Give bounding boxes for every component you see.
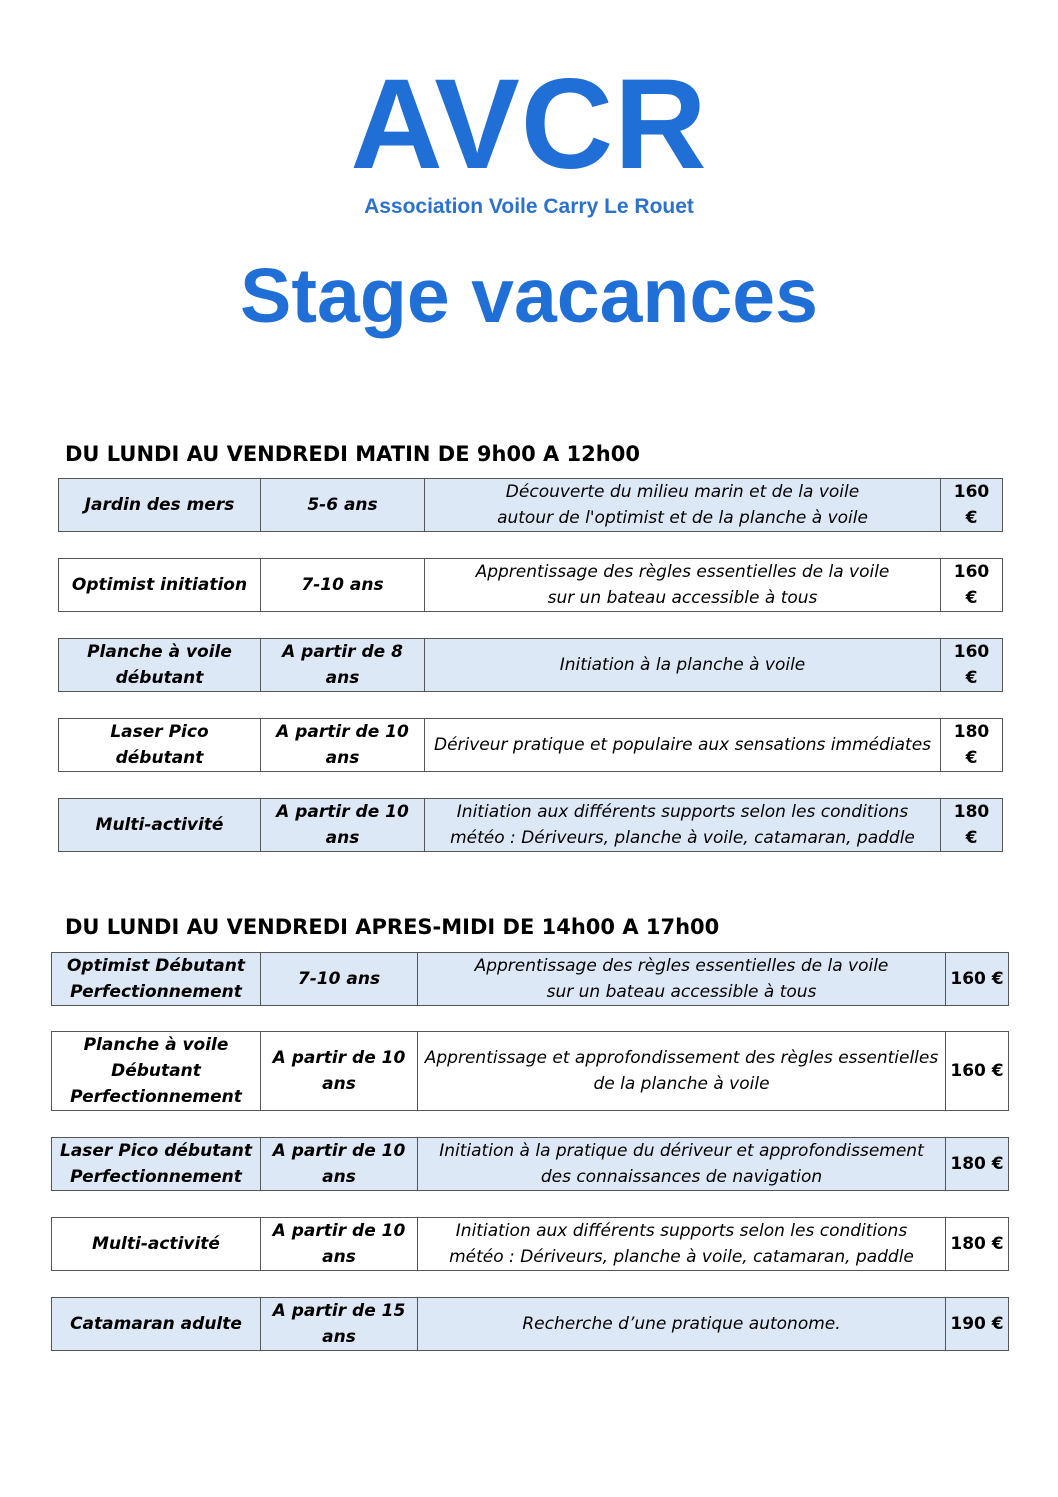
activity-name-cell: Planche à voile Débutant Perfectionnement [52,1032,261,1111]
brand-logo-text: AVCR [350,53,708,196]
age-range-cell: 7-10 ans [261,559,425,612]
stage-row [58,638,1003,692]
price-cell: 160 € [941,559,1003,612]
activity-name-cell: Optimist initiation [59,559,261,612]
activity-name-cell: Catamaran adulte [52,1298,261,1351]
price-cell: 160 € [941,639,1003,692]
activity-description-cell: Initiation à la pratique du dériveur et approfondissement des connaissances de navigation [418,1138,946,1191]
activity-description-cell: Initiation aux différents supports selon les conditions météo : Dériveurs, planche à voile, catamaran, paddle [418,1218,946,1271]
section-heading-morning: DU LUNDI AU VENDREDI MATIN DE 9h00 A 12h00 [65,442,640,466]
activity-description-cell: Apprentissage des règles essentielles de la voile sur un bateau accessible à tous [418,953,946,1006]
section-heading-afternoon: DU LUNDI AU VENDREDI APRES-MIDI DE 14h00 A 17h00 [65,915,720,939]
age-range-cell: A partir de 10 ans [261,1032,418,1111]
stage-row [51,1297,1009,1351]
price-cell: 160 € [946,953,1009,1006]
activity-description-cell: Apprentissage et approfondissement des règles essentielles de la planche à voile [418,1032,946,1111]
stage-row [51,952,1009,1006]
age-range-cell: 5-6 ans [261,479,425,532]
stage-row [51,1031,1009,1111]
price-cell: 180 € [941,799,1003,852]
page-title: Stage vacances [240,253,818,339]
stage-row [51,1217,1009,1271]
age-range-cell: A partir de 10 ans [261,719,425,772]
stage-row [51,1137,1009,1191]
activity-name-cell: Planche à voile débutant [59,639,261,692]
age-range-cell: A partir de 10 ans [261,799,425,852]
activity-name-cell: Multi-activité [52,1218,261,1271]
activity-description-cell: Apprentissage des règles essentielles de la voile sur un bateau accessible à tous [425,559,941,612]
stage-row [58,798,1003,852]
activity-name-cell: Jardin des mers [59,479,261,532]
activity-description-cell: Initiation aux différents supports selon les conditions météo : Dériveurs, planche à voile, catamaran, paddle [425,799,941,852]
price-cell: 180 € [941,719,1003,772]
age-range-cell: A partir de 10 ans [261,1218,418,1271]
activity-description-cell: Découverte du milieu marin et de la voile autour de l'optimist et de la planche à voile [425,479,941,532]
price-cell: 180 € [946,1138,1009,1191]
stage-row [58,558,1003,612]
activity-description-cell: Dériveur pratique et populaire aux sensations immédiates [425,719,941,772]
activity-description-cell: Initiation à la planche à voile [425,639,941,692]
activity-name-cell: Multi-activité [59,799,261,852]
activity-description-cell: Recherche d’une pratique autonome. [418,1298,946,1351]
activity-name-cell: Optimist Débutant Perfectionnement [52,953,261,1006]
age-range-cell: A partir de 8 ans [261,639,425,692]
price-cell: 160 € [946,1032,1009,1111]
stage-row [58,718,1003,772]
age-range-cell: 7-10 ans [261,953,418,1006]
activity-name-cell: Laser Pico débutant [59,719,261,772]
activity-name-cell: Laser Pico débutant Perfectionnement [52,1138,261,1191]
price-cell: 180 € [946,1218,1009,1271]
age-range-cell: A partir de 15 ans [261,1298,418,1351]
stage-row [58,478,1003,532]
price-cell: 190 € [946,1298,1009,1351]
association-name: Association Voile Carry Le Rouet [364,195,694,218]
age-range-cell: A partir de 10 ans [261,1138,418,1191]
price-cell: 160 € [941,479,1003,532]
